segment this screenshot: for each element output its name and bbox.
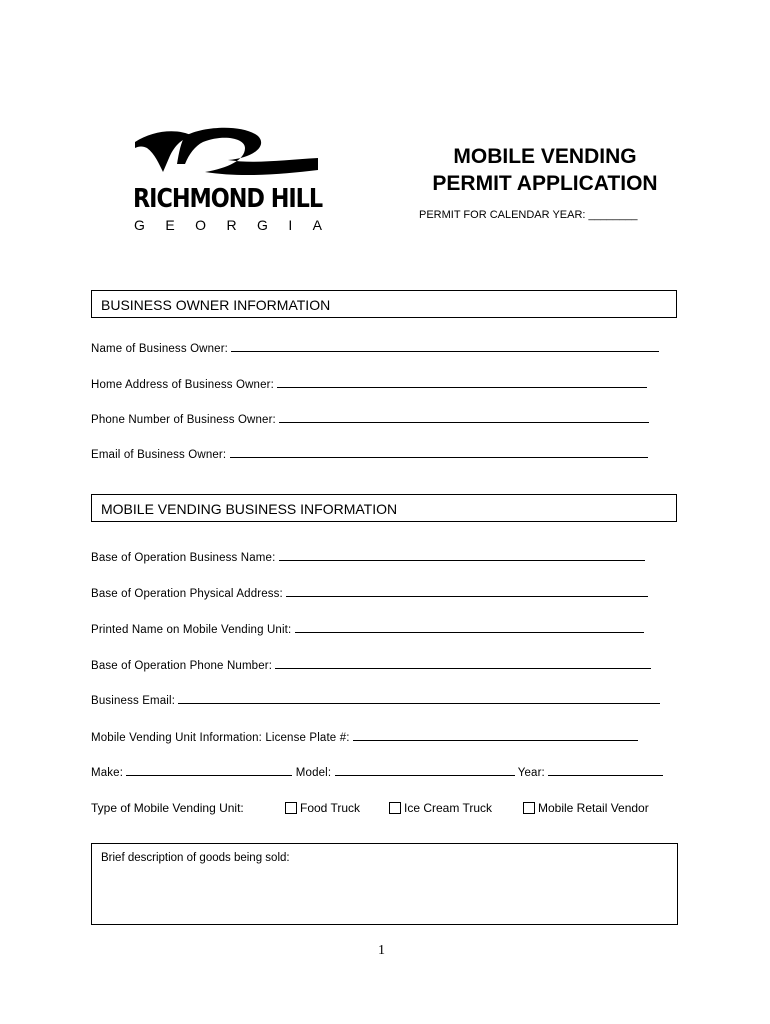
owner-name-blank[interactable] [231, 341, 659, 352]
year-blank[interactable] [548, 765, 663, 776]
unit-type-row [91, 801, 681, 817]
base-address-field[interactable] [91, 586, 648, 600]
business-email-field[interactable] [91, 693, 660, 707]
printed-name-blank[interactable] [295, 622, 644, 633]
section-heading: MOBILE VENDING BUSINESS INFORMATION [101, 501, 398, 517]
title-line-1: MOBILE VENDING [453, 145, 637, 168]
page-title [420, 143, 670, 197]
field-label: Base of Operation Business Name: [91, 552, 276, 564]
logo-state-letter: I [288, 217, 293, 233]
printed-name-field[interactable] [91, 622, 644, 636]
unit-type-label: Type of Mobile Vending Unit: [91, 801, 244, 815]
logo-state-name [134, 218, 322, 232]
field-label: Home Address of Business Owner: [91, 379, 274, 391]
model-label: Model: [295, 767, 332, 779]
base-business-name-field[interactable] [91, 550, 645, 564]
owner-phone-field[interactable] [91, 412, 649, 426]
option-label: Ice Cream Truck [404, 801, 493, 815]
base-phone-blank[interactable] [275, 658, 651, 669]
owner-address-blank[interactable] [277, 377, 647, 388]
business-email-blank[interactable] [178, 693, 660, 704]
calendar-year-field[interactable]: PERMIT FOR CALENDAR YEAR: ________ [419, 209, 638, 221]
ice-cream-truck-option[interactable] [389, 801, 492, 815]
section-heading: BUSINESS OWNER INFORMATION [101, 297, 331, 313]
logo-state-letter: O [195, 217, 206, 233]
logo-state-letter: R [226, 217, 237, 233]
food-truck-checkbox[interactable] [285, 802, 297, 814]
logo-state-letter: A [312, 217, 322, 233]
goods-description-label: Brief description of goods being sold: [101, 852, 290, 864]
owner-address-field[interactable] [91, 377, 647, 391]
page-number: 1 [378, 943, 385, 958]
field-label: Email of Business Owner: [91, 449, 227, 461]
make-blank[interactable] [126, 765, 292, 776]
base-phone-field[interactable] [91, 658, 651, 672]
ice-cream-truck-checkbox[interactable] [389, 802, 401, 814]
make-model-year-row [91, 765, 663, 779]
logo-state-letter: E [165, 217, 175, 233]
richmond-hill-logo [133, 124, 323, 236]
owner-phone-blank[interactable] [279, 412, 649, 423]
make-label: Make: [91, 767, 124, 779]
mobile-retail-vendor-checkbox[interactable] [523, 802, 535, 814]
owner-name-field[interactable] [91, 341, 659, 355]
food-truck-option[interactable] [285, 801, 360, 815]
business-owner-section-header [91, 290, 677, 318]
logo-state-letter: G [134, 217, 145, 233]
field-label: Base of Operation Phone Number: [91, 660, 273, 672]
goods-description-box[interactable] [91, 843, 678, 925]
field-label: Mobile Vending Unit Information: License Plate #: [91, 732, 350, 744]
owner-email-blank[interactable] [230, 447, 648, 458]
field-label: Phone Number of Business Owner: [91, 414, 276, 426]
field-label: Name of Business Owner: [91, 343, 229, 355]
base-business-name-blank[interactable] [279, 550, 645, 561]
mobile-retail-vendor-option[interactable] [523, 801, 649, 815]
option-label: Mobile Retail Vendor [538, 801, 649, 815]
option-label: Food Truck [300, 801, 361, 815]
base-address-blank[interactable] [286, 586, 648, 597]
license-plate-field[interactable] [91, 730, 638, 744]
license-plate-blank[interactable] [353, 730, 638, 741]
vending-business-section-header [91, 494, 677, 522]
logo-city-name: RICHMOND HILL [133, 184, 323, 214]
logo-state-letter: G [257, 217, 268, 233]
field-label: Business Email: [91, 695, 176, 707]
field-label: Printed Name on Mobile Vending Unit: [91, 624, 292, 636]
model-blank[interactable] [335, 765, 515, 776]
field-label: Base of Operation Physical Address: [91, 588, 283, 600]
owner-email-field[interactable] [91, 447, 648, 461]
year-label: Year: [517, 767, 545, 779]
title-line-2: PERMIT APPLICATION [432, 172, 658, 195]
